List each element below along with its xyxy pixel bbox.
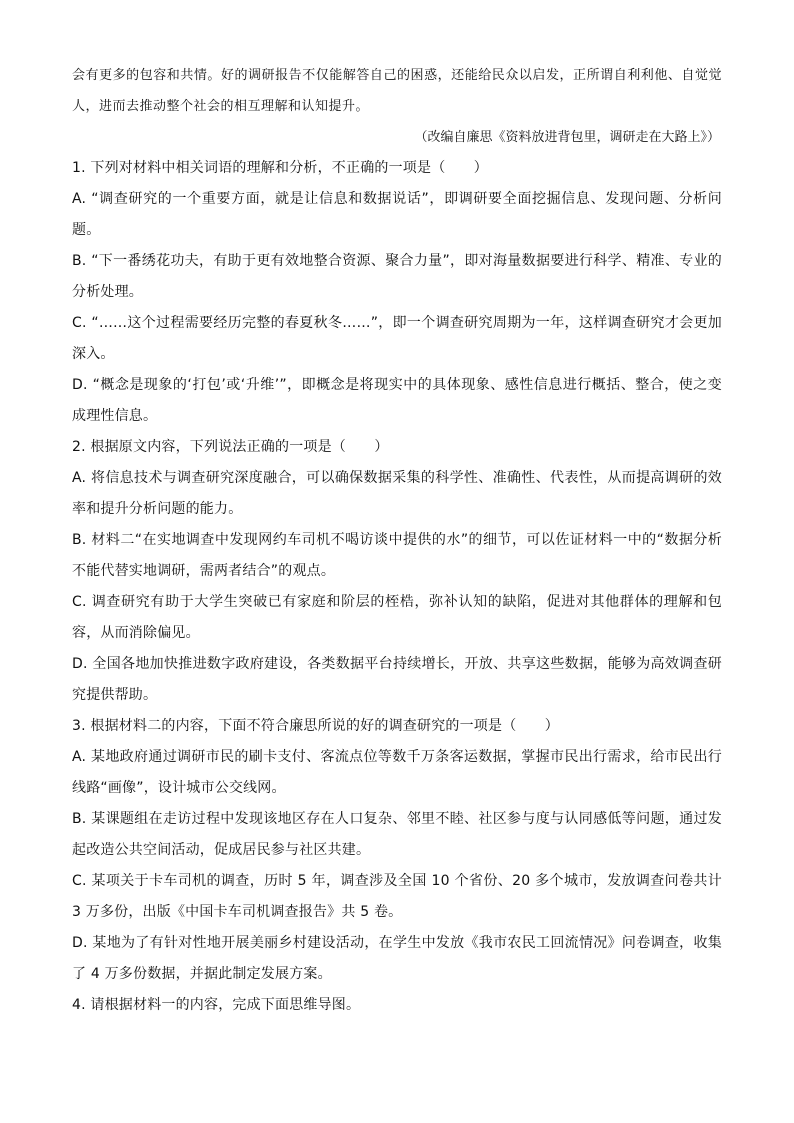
question-2-option-a: A. 将信息技术与调查研究深度融合，可以确保数据采集的科学性、准确性、代表性，从而提高调研的效率和提升分析问题的能力。	[72, 470, 722, 517]
question-1-option-a: A. “调查研究的一个重要方面，就是让信息和数据说话”，即调研要全面挖掘信息、发现问题、分析问题。	[72, 191, 722, 238]
question-3-option-a: A. 某地政府通过调研市民的刷卡支付、客流点位等数千万条客运数据，掌握市民出行需求，给市民出行线路“画像”，设计城市公交线网。	[72, 749, 722, 796]
question-1	[72, 153, 722, 432]
question-2	[72, 432, 722, 711]
question-2-option-b: B. 材料二“在实地调查中发现网约车司机不喝访谈中提供的水”的细节，可以佐证材料一中的“数据分析不能代替实地调研，需两者结合”的观点。	[72, 532, 722, 579]
passage-ending: 会有更多的包容和共情。好的调研报告不仅能解答自己的困惑，还能给民众以启发，正所谓自利利他、自觉觉人，进而去推动整个社会的相互理解和认知提升。	[72, 68, 722, 114]
question-3-option-c: C. 某项关于卡车司机的调查，历时 5 年，调查涉及全国 10 个省份、20 多个城市，发放调查问卷共计 3 万多份，出版《中国卡车司机调查报告》共 5 卷。	[72, 873, 722, 920]
question-1-option-d: D. “概念是现象的‘打包’或‘升维’”，即概念是将现实中的具体现象、感性信息进行概括、整合，使之变成理性信息。	[72, 377, 722, 424]
question-3-stem: 3. 根据材料二的内容，下面不符合廉思所说的好的调查研究的一项是（ ）	[72, 718, 560, 734]
document-page	[72, 60, 722, 1021]
question-4-stem: 4. 请根据材料一的内容，完成下面思维导图。	[72, 997, 361, 1013]
question-2-option-c: C. 调查研究有助于大学生突破已有家庭和阶层的桎梏，弥补认知的缺陷，促进对其他群体的理解和包容，从而消除偏见。	[72, 594, 722, 641]
question-3	[72, 711, 722, 990]
question-1-stem: 1. 下列对材料中相关词语的理解和分析，不正确的一项是（ ）	[72, 160, 489, 176]
question-2-option-d: D. 全国各地加快推进数字政府建设，各类数据平台持续增长，开放、共享这些数据，能够为高效调查研究提供帮助。	[72, 656, 722, 703]
question-3-option-d: D. 某地为了有针对性地开展美丽乡村建设活动，在学生中发放《我市农民工回流情况》问卷调查，收集了 4 万多份数据，并据此制定发展方案。	[72, 935, 722, 982]
question-4	[72, 990, 722, 1021]
question-1-option-b: B. “下一番绣花功夫，有助于更有效地整合资源、聚合力量”，即对海量数据要进行科学、精准、专业的分析处理。	[72, 253, 722, 300]
question-1-option-c: C. “……这个过程需要经历完整的春夏秋冬……”，即一个调查研究周期为一年，这样调查研究才会更加深入。	[72, 315, 722, 362]
question-2-stem: 2. 根据原文内容，下列说法正确的一项是（ ）	[72, 439, 389, 455]
passage-source: （改编自廉思《资料放进背包里，调研走在大路上》）	[414, 130, 720, 145]
question-3-option-b: B. 某课题组在走访过程中发现该地区存在人口复杂、邻里不睦、社区参与度与认同感低等问题，通过发起改造公共空间活动，促成居民参与社区共建。	[72, 811, 722, 858]
